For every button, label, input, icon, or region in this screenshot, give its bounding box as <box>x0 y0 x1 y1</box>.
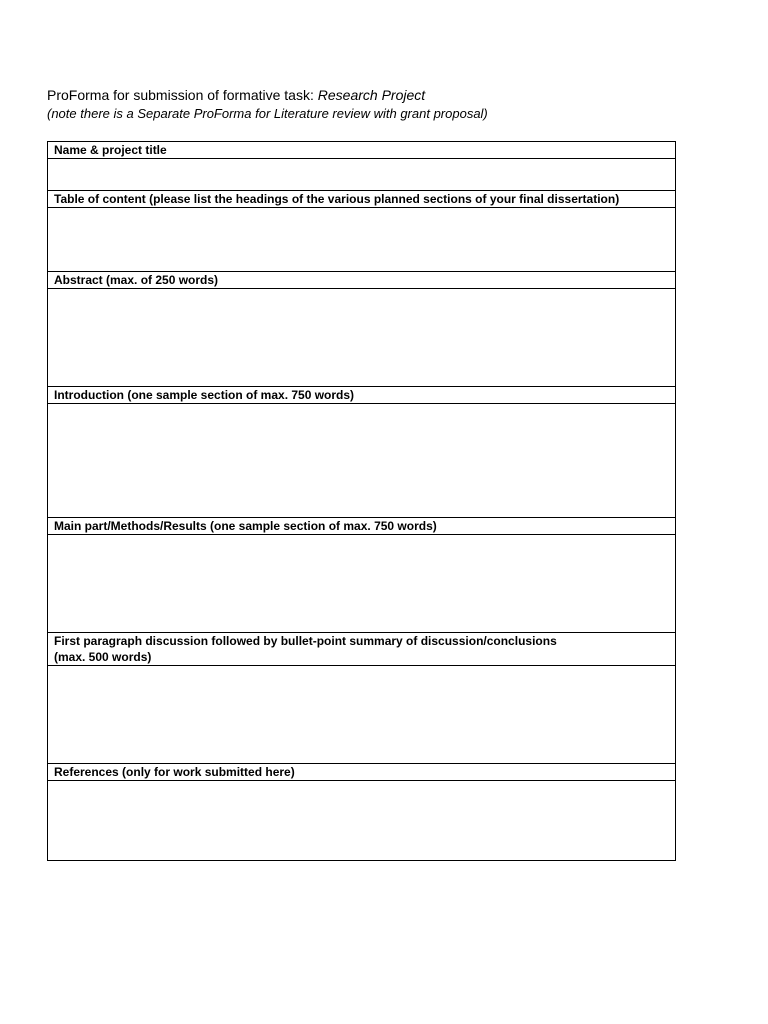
title-prefix: ProForma for submission of formative task: <box>47 87 318 103</box>
section-label-references: References (only for work submitted here) <box>48 764 676 781</box>
section-label-table-of-content: Table of content (please list the headings of the various planned sections of your final dissertation) <box>48 191 676 208</box>
section-label-name-project-title: Name & project title <box>48 142 676 159</box>
section-label-main-part: Main part/Methods/Results (one sample section of max. 750 words) <box>48 518 676 535</box>
section-field-name-project-title[interactable] <box>48 159 676 191</box>
section-field-discussion[interactable] <box>48 666 676 764</box>
section-field-table-of-content[interactable] <box>48 208 676 272</box>
page-subtitle: (note there is a Separate ProForma for Literature review with grant proposal) <box>47 106 488 121</box>
section-field-references[interactable] <box>48 781 676 861</box>
section-label-discussion <box>48 633 676 666</box>
section-field-main-part[interactable] <box>48 535 676 633</box>
section-field-introduction[interactable] <box>48 404 676 518</box>
title-emphasis: Research Project <box>317 87 426 103</box>
proforma-table <box>47 141 676 861</box>
section-label-discussion-line1: First paragraph discussion followed by bullet-point summary of discussion/conclusions <box>54 634 557 648</box>
page-title <box>47 87 425 103</box>
section-label-abstract: Abstract (max. of 250 words) <box>48 272 676 289</box>
section-field-abstract[interactable] <box>48 289 676 387</box>
section-label-introduction: Introduction (one sample section of max. 750 words) <box>48 387 676 404</box>
section-label-discussion-line2: (max. 500 words) <box>54 650 152 664</box>
